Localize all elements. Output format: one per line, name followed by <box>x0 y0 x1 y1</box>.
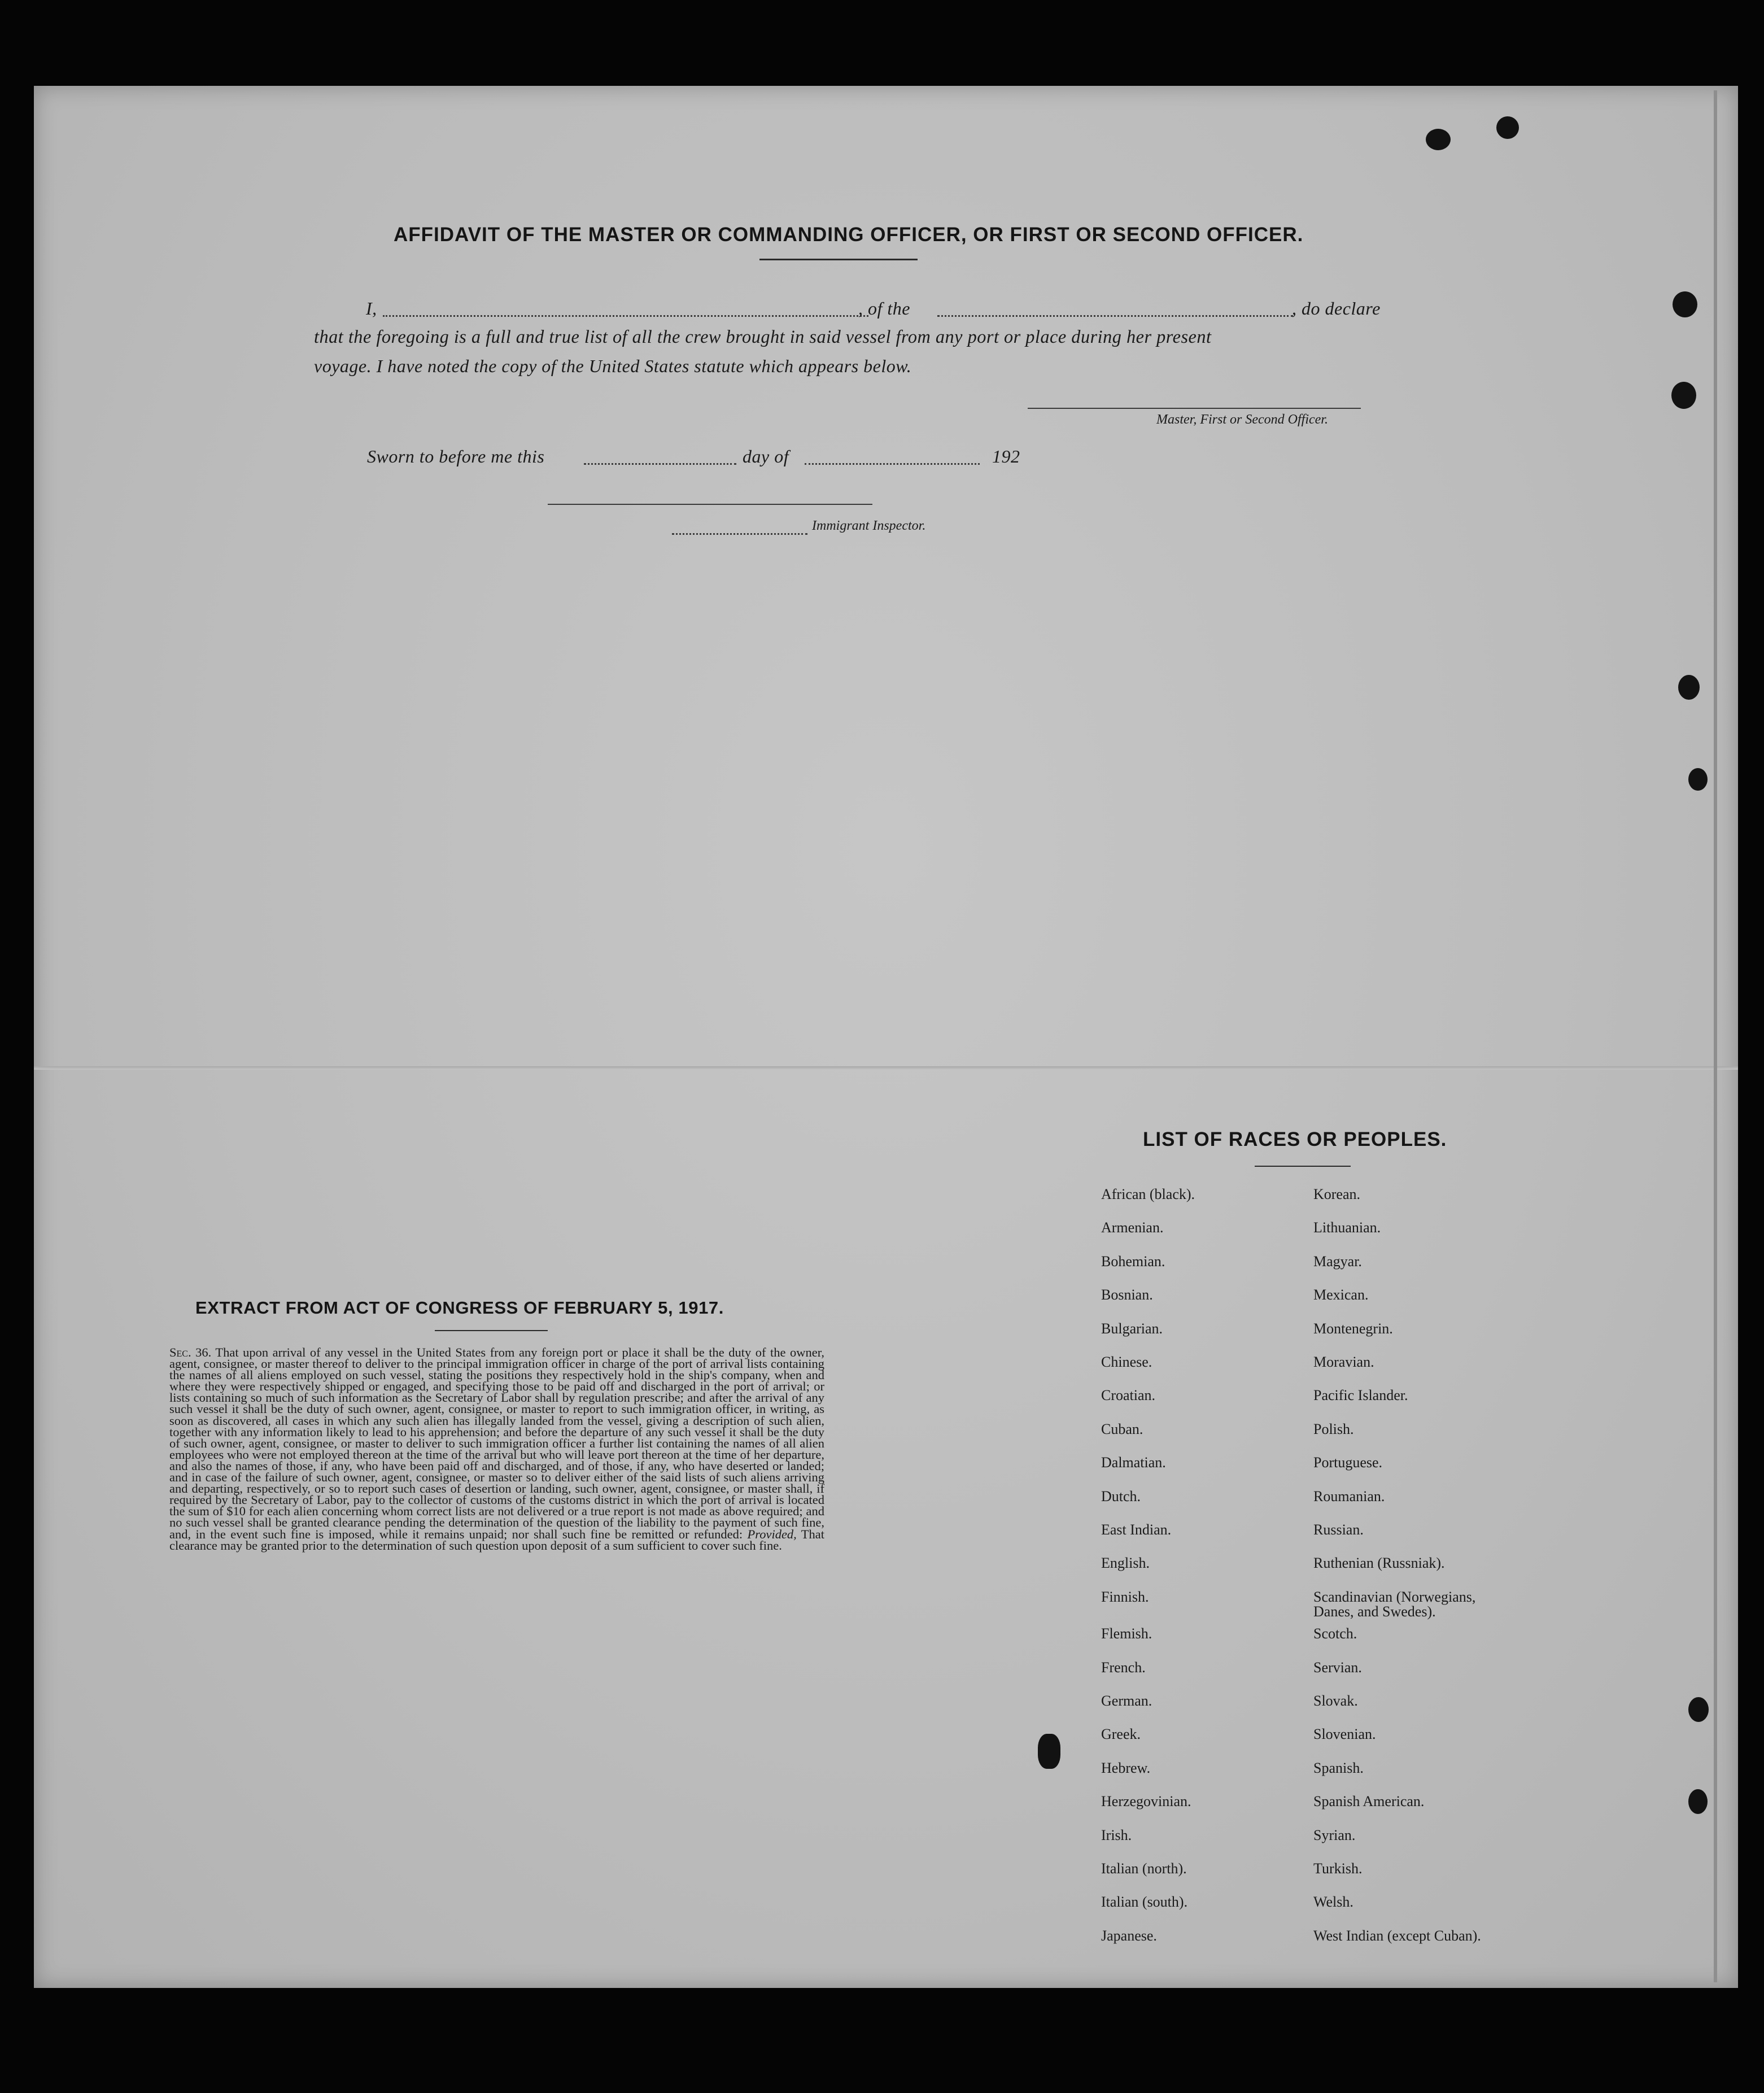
race-item: Moravian. <box>1313 1354 1374 1370</box>
race-item: Mexican. <box>1313 1287 1369 1303</box>
sworn-month-field[interactable] <box>805 463 980 465</box>
race-item: Hebrew. <box>1101 1759 1151 1776</box>
race-item: German. <box>1101 1693 1152 1709</box>
race-item: Syrian. <box>1313 1826 1356 1843</box>
race-item: Turkish. <box>1313 1860 1363 1877</box>
race-item: Magyar. <box>1313 1253 1362 1270</box>
race-item: Bohemian. <box>1101 1253 1165 1270</box>
races-title-rule <box>1255 1166 1351 1167</box>
sworn-day-field[interactable] <box>584 463 736 465</box>
race-item: Dalmatian. <box>1101 1454 1166 1471</box>
race-item: Ruthenian (Russniak). <box>1313 1555 1445 1572</box>
race-item: Spanish. <box>1313 1759 1364 1776</box>
race-item: Herzegovinian. <box>1101 1793 1191 1810</box>
race-item: Korean. <box>1313 1186 1361 1202</box>
affidavit-line1-middle: , of the <box>858 298 910 319</box>
sworn-day-of: day of <box>743 446 789 466</box>
races-list <box>1101 1187 1564 1955</box>
master-signature-field[interactable] <box>1028 408 1361 409</box>
race-item: Scotch. <box>1313 1625 1357 1642</box>
affidavit-line1-prefix: I, <box>366 298 377 319</box>
race-item: Chinese. <box>1101 1354 1152 1370</box>
race-item: Portuguese. <box>1313 1454 1383 1471</box>
race-item: Dutch. <box>1101 1488 1141 1505</box>
race-item: Italian (south). <box>1101 1894 1188 1911</box>
race-item: Slovak. <box>1313 1693 1358 1709</box>
punch-hole <box>1496 116 1519 139</box>
race-item: English. <box>1101 1555 1150 1572</box>
race-item: Armenian. <box>1101 1219 1164 1236</box>
section-label: Sec. 36. <box>169 1345 212 1359</box>
race-item: Cuban. <box>1101 1420 1143 1437</box>
race-item: Finnish. <box>1101 1588 1149 1605</box>
master-caption: Master, First or Second Officer. <box>1156 412 1328 427</box>
race-item: African (black). <box>1101 1186 1195 1202</box>
race-item: West Indian (except Cuban). <box>1313 1927 1481 1944</box>
race-item: Lithuanian. <box>1313 1219 1381 1236</box>
race-item: Croatian. <box>1101 1387 1156 1404</box>
sworn-prefix: Sworn to before me this <box>367 446 545 466</box>
punch-hole <box>1688 1697 1709 1722</box>
affidavit-line3: voyage. I have noted the copy of the United States statute which appears below. <box>314 356 912 376</box>
provided-text: That clearance may be granted prior to the determination of such question upon deposit of a sum sufficient to cover such fine. <box>169 1527 825 1553</box>
extract-body <box>169 1347 824 1551</box>
race-item: Greek. <box>1101 1726 1141 1743</box>
section-text: That upon arrival of any vessel in the United States from any foreign port or place it shall be the duty of the owner, agent, consignee, or master thereof to deliver to the principal immigration officer in charge of the port of arrival lists containing the names of all aliens employed on such vessel, stating the positions they respectively hold in the ship's company, when and where they were respectively shipped or engaged, and specifying those to be paid off and discharged in the port of arrival; or lists containing so much of such information as the Secretary of Labor shall by regulation prescribe; and after the arrival of any such vessel it shall be the duty of such owner, agent, consignee, or master to report to such immigration officer, in writing, as soon as discovered, all cases in which any such alien has illegally landed from the vessel, giving a description of such alien, together with any information likely to lead to his apprehension; and before the departure of any such vessel it shall be the duty of such owner, agent, consignee, or master to deliver to such immigration officer a further list containing the names of all alien employees who were not employed thereon at the time of the arrival but who will leave port thereon at the time of her departure, and also the names of those, if any, who have been paid off and discharged, and of those, if any, who have deserted or landed; and in case of the failure of such owner, agent, consignee, or master so to deliver either of the said lists of such aliens arriving and departing, respectively, or so to report such cases of desertion or landing, such owner, agent, consignee, or master shall, if required by the Secretary of Labor, pay to the collector of customs of the customs district in which the port of arrival is located the sum of $10 for each alien concerning whom correct lists are not delivered or a true report is not made as above required; and no such vessel shall be granted clearance pending the determination of the question of the liability to the payment of such fine, and, in the event such fine is imposed, while it remains unpaid; nor shall such fine be remitted or refunded: <box>169 1345 824 1541</box>
race-item: Irish. <box>1101 1826 1132 1843</box>
race-item: Scandinavian (Norwegians, Danes, and Swedes). <box>1313 1588 1476 1620</box>
race-item: Italian (north). <box>1101 1860 1187 1877</box>
affidavit-title-rule <box>759 259 918 260</box>
master-name-field[interactable] <box>383 315 868 317</box>
punch-hole <box>1426 129 1451 150</box>
race-item: Servian. <box>1313 1659 1362 1676</box>
race-item: Bulgarian. <box>1101 1320 1163 1337</box>
race-item: Slovenian. <box>1313 1726 1376 1743</box>
provided-label: Provided, <box>747 1527 797 1541</box>
vessel-name-field[interactable] <box>937 315 1293 317</box>
punch-hole <box>1678 675 1700 700</box>
race-item: Spanish American. <box>1313 1793 1425 1810</box>
inspector-signature-field[interactable] <box>548 504 872 505</box>
inspector-name-field[interactable] <box>672 533 807 535</box>
race-item: Welsh. <box>1313 1894 1353 1911</box>
punch-hole <box>1688 1789 1708 1814</box>
affidavit-line2: that the foregoing is a full and true list of all the crew brought in said vessel from any port or place during her present <box>314 326 1212 347</box>
race-item: Bosnian. <box>1101 1287 1153 1303</box>
inspector-caption: Immigrant Inspector. <box>812 518 926 533</box>
race-item: Russian. <box>1313 1521 1364 1538</box>
ink-blot <box>1038 1734 1060 1769</box>
punch-hole <box>1673 291 1697 317</box>
sworn-year: 192 <box>992 446 1020 466</box>
punch-hole <box>1688 768 1708 791</box>
race-item: Montenegrin. <box>1313 1320 1393 1337</box>
sheet-edge <box>1714 90 1717 1982</box>
extract-title: EXTRACT FROM ACT OF CONGRESS OF FEBRUARY 5, 1917. <box>195 1298 724 1318</box>
punch-hole <box>1671 382 1696 409</box>
race-item: East Indian. <box>1101 1521 1172 1538</box>
extract-title-rule <box>435 1330 548 1331</box>
race-item: Pacific Islander. <box>1313 1387 1408 1404</box>
race-item: Polish. <box>1313 1420 1354 1437</box>
affidavit-line1-suffix: , do declare <box>1292 298 1381 319</box>
affidavit-title: AFFIDAVIT OF THE MASTER OR COMMANDING OFFICER, OR FIRST OR SECOND OFFICER. <box>394 224 1304 246</box>
race-item: Flemish. <box>1101 1625 1152 1642</box>
race-item: Roumanian. <box>1313 1488 1385 1505</box>
race-item: French. <box>1101 1659 1146 1676</box>
races-title: LIST OF RACES OR PEOPLES. <box>1143 1128 1447 1150</box>
fold-crease <box>34 1066 1738 1070</box>
race-item: Japanese. <box>1101 1927 1157 1944</box>
